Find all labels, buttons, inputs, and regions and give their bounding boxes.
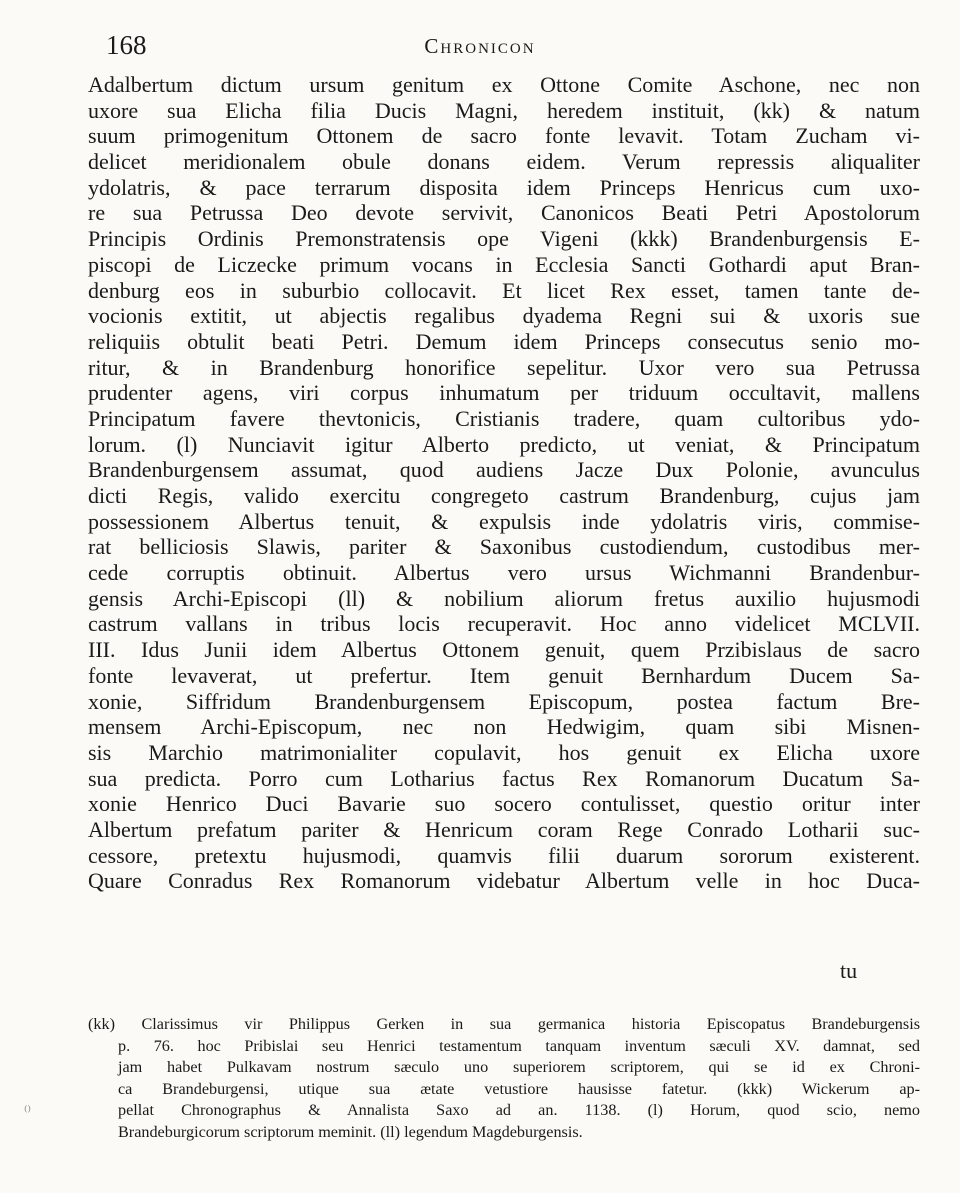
- text-line: reliquiis obtulit beati Petri. Demum idem Princeps consecutus senio mo-: [88, 328, 920, 354]
- footnotes: [88, 1014, 920, 1143]
- text-line: III. Idus Junii idem Albertus Ottonem genuit, quem Przibislaus de sacro: [88, 637, 920, 663]
- footnote-line: (kk) Clarissimus vir Philippus Gerken in sua germanica historia Episcopatus Brandeburgensis: [88, 1015, 920, 1033]
- text-line: dicti Regis, valido exercitu congregeto castrum Brandenburg, cujus jam: [88, 483, 920, 508]
- text-line: re sua Petrussa Deo devote servivit, Canonicos Beati Petri Apostolorum: [88, 200, 920, 226]
- main-text: [88, 72, 920, 894]
- text-line: fonte levaverat, ut prefertur. Item genuit Bernhardum Ducem Sa-: [88, 662, 920, 688]
- text-line: xonie Henrico Duci Bavarie suo socero contulisset, questio oritur inter: [88, 791, 920, 817]
- text-line: Albertum prefatum pariter & Henricum coram Rege Conrado Lotharii suc-: [88, 816, 920, 842]
- text-line: sua predicta. Porro cum Lotharius factus Rex Romanorum Ducatum Sa-: [88, 765, 920, 791]
- footnote-line: pellat Chronographus & Annalista Saxo ad an. 1138. (l) Horum, quod scio, nemo: [118, 1101, 920, 1119]
- text-line: ritur, & in Brandenburg honorifice sepelitur. Uxor vero sua Petrussa: [88, 354, 920, 380]
- text-line: possessionem Albertus tenuit, & expulsis inde ydolatris viris, commise-: [88, 508, 920, 534]
- text-line: gensis Archi-Episcopi (ll) & nobilium aliorum fretus auxilio hujusmodi: [88, 585, 920, 611]
- page-number: 168: [106, 30, 147, 60]
- text-line: denburg eos in suburbio collocavit. Et licet Rex esset, tamen tante de-: [88, 277, 920, 303]
- text-line: Principis Ordinis Premonstratensis ope Vigeni (kkk) Brandenburgensis E-: [88, 226, 920, 252]
- text-line: mensem Archi-Episcopum, nec non Hedwigim, quam sibi Misnen-: [88, 714, 920, 740]
- text-line: vocionis extitit, ut abjectis regalibus dyadema Regni sui & uxoris sue: [88, 303, 920, 329]
- text-line: castrum vallans in tribus locis recuperavit. Hoc anno videlicet MCLVII.: [88, 611, 920, 637]
- text-line: cede corruptis obtinuit. Albertus vero ursus Wichmanni Brandenbur-: [88, 560, 920, 586]
- text-line: sis Marchio matrimonialiter copulavit, hos genuit ex Elicha uxore: [88, 739, 920, 765]
- text-line: cessore, pretextu hujusmodi, quamvis filii duarum sororum existerent.: [88, 842, 920, 868]
- margin-mark: ⁽⁾: [24, 1105, 31, 1120]
- text-line: prudenter agens, viri corpus inhumatum per triduum occultavit, mallens: [88, 380, 920, 406]
- footnote-line: Brandeburgicorum scriptorum meminit. (ll) legendum Magdeburgensis.: [118, 1122, 583, 1141]
- text-line: suum primogenitum Ottonem de sacro fonte levavit. Totam Zucham vi-: [88, 123, 920, 149]
- catchword: tu: [840, 958, 858, 983]
- text-line: Principatum favere thevtonicis, Cristianis tradere, quam cultoribus ydo-: [88, 405, 920, 431]
- running-title: Chronicon: [424, 34, 536, 58]
- text-line: xonie, Siffridum Brandenburgensem Episcopum, postea factum Bre-: [88, 688, 920, 714]
- footnote-line: jam habet Pulkavam nostrum sæculo uno superiorem scriptorem, qui se id ex Chroni-: [118, 1058, 920, 1076]
- text-line: delicet meridionalem obule donans eidem. Verum repressis aliqualiter: [88, 149, 920, 175]
- page-header: [0, 30, 960, 70]
- text-line: lorum. (l) Nunciavit igitur Alberto predicto, ut veniat, & Principatum: [88, 431, 920, 457]
- text-line: Adalbertum dictum ursum genitum ex Ottone Comite Aschone, nec non: [88, 72, 920, 97]
- text-line: Quare Conradus Rex Romanorum videbatur Albertum velle in hoc Duca-: [88, 868, 920, 894]
- footnote-line: p. 76. hoc Pribislai seu Henrici testamentum tanquam inventum sæculi XV. damnat, sed: [118, 1036, 920, 1055]
- text-line: rat belliciosis Slawis, pariter & Saxonibus custodiendum, custodibus mer-: [88, 534, 920, 560]
- text-line: piscopi de Liczecke primum vocans in Ecclesia Sancti Gothardi aput Bran-: [88, 251, 920, 277]
- footnote-line: ca Brandeburgensi, utique sua ætate vetustiore hausisse fatetur. (kkk) Wickerum ap-: [118, 1079, 920, 1098]
- text-line: ydolatris, & pace terrarum disposita idem Princeps Henricus cum uxo-: [88, 174, 920, 200]
- text-line: Brandenburgensem assumat, quod audiens Jacze Dux Polonie, avunculus: [88, 457, 920, 483]
- text-line: uxore sua Elicha filia Ducis Magni, heredem instituit, (kk) & natum: [88, 97, 920, 123]
